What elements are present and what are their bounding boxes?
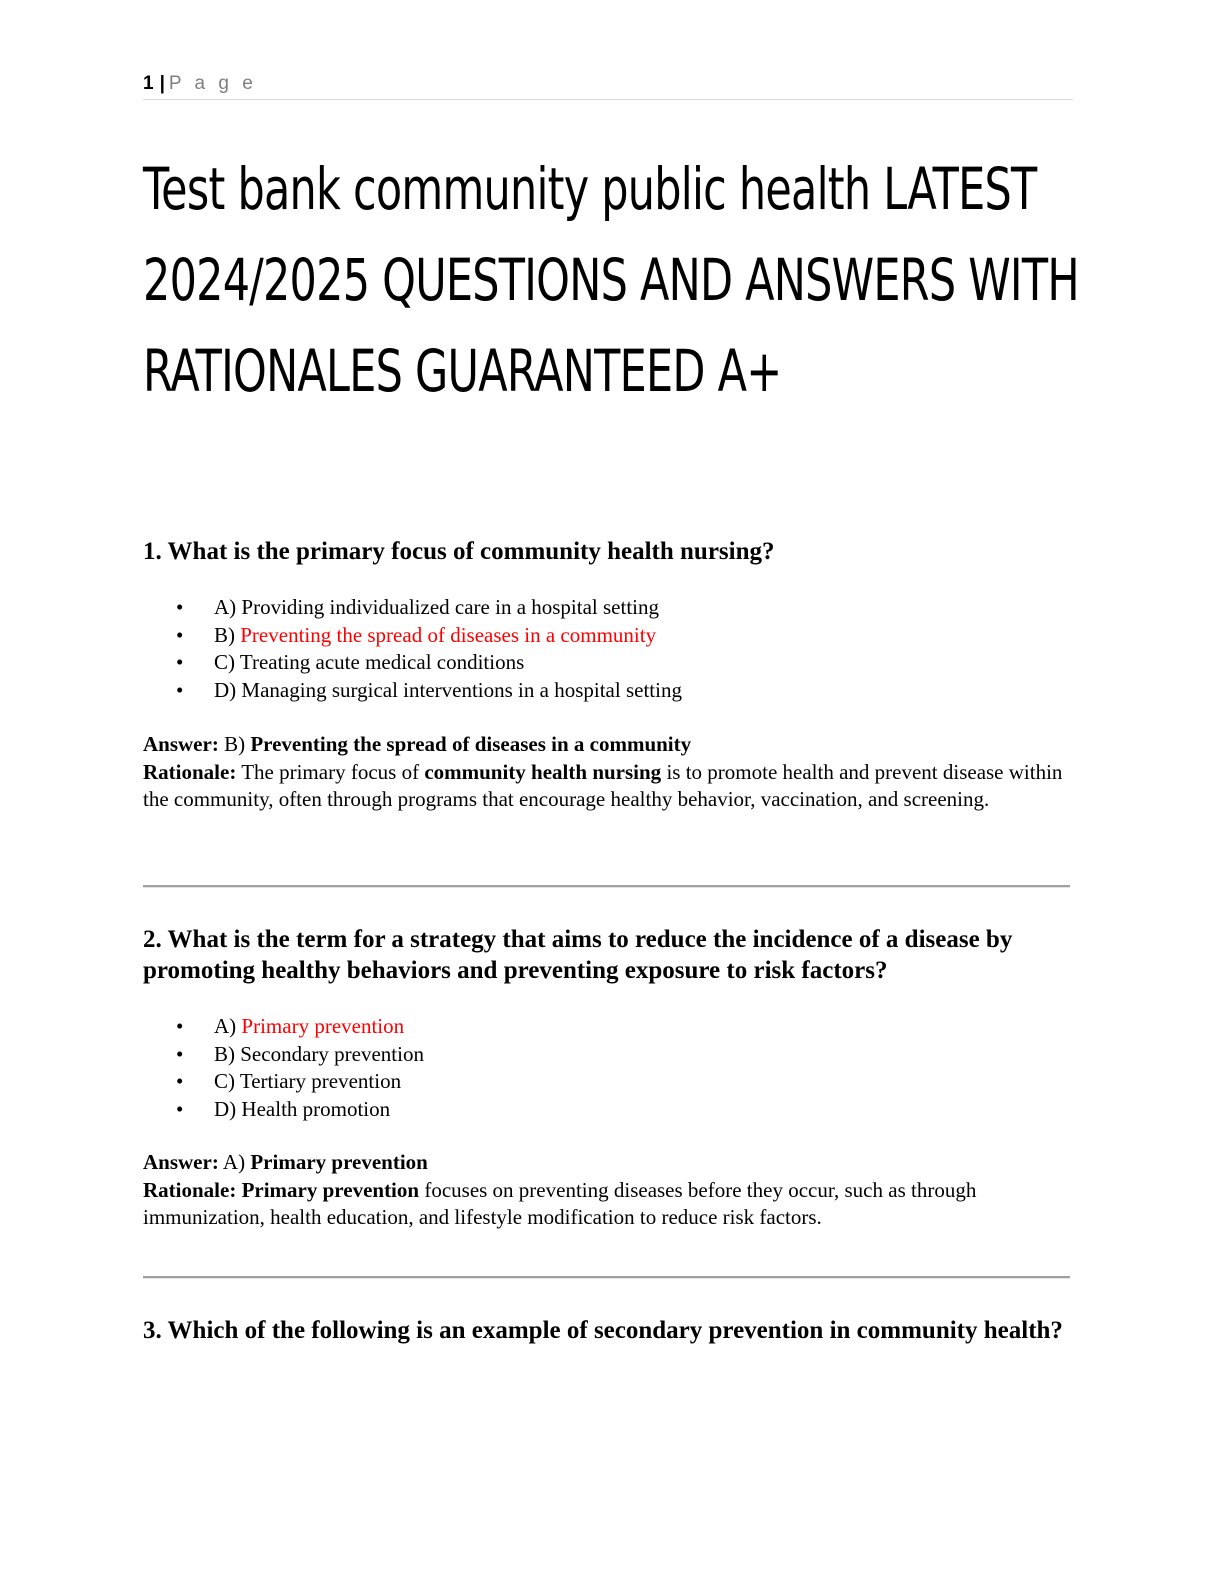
question-1-options — [143, 594, 1063, 704]
header-separator: | — [159, 73, 165, 94]
answer-letter: A) — [222, 1150, 246, 1174]
option-letter: B) — [214, 622, 235, 647]
bullet-icon: • — [176, 1096, 184, 1121]
option-c — [143, 649, 1063, 677]
rationale-label: Rationale: — [143, 1177, 237, 1202]
section-divider — [143, 885, 1070, 888]
page-header — [143, 72, 1073, 96]
option-letter: A) — [214, 1014, 237, 1038]
bullet-icon: • — [176, 1041, 184, 1066]
rationale — [143, 1177, 1073, 1232]
answer-line — [143, 731, 1073, 759]
option-c — [143, 1068, 1063, 1096]
option-letter: C) — [214, 1069, 235, 1093]
answer-line — [143, 1149, 1073, 1177]
option-text: Health promotion — [241, 1096, 391, 1121]
option-text: Treating acute medical conditions — [239, 650, 525, 674]
bullet-icon: • — [176, 650, 184, 674]
answer-label: Answer: — [143, 1150, 219, 1174]
rationale-text: is to promote health and prevent disease within the community, often through programs that encourage healthy behavior, vaccination, and screening. — [143, 759, 1063, 811]
bullet-icon: • — [176, 677, 184, 702]
question-1: 1. What is the primary focus of community health nursing? — [143, 538, 775, 565]
option-a — [143, 1013, 1063, 1041]
bullet-icon: • — [176, 595, 184, 619]
header-rule — [143, 99, 1073, 100]
bullet-icon: • — [176, 1069, 184, 1093]
option-text-correct: Preventing the spread of diseases in a community — [240, 622, 657, 647]
document-title: Test bank community public health LATEST 2024/2025 QUESTIONS AND ANSWERS WITH RATIONALES GUARANTEED A+ — [143, 155, 1079, 405]
question-2-options — [143, 1013, 1063, 1123]
option-text: Managing surgical interventions in a hospital setting — [241, 677, 682, 702]
question-2: 2. What is the term for a strategy that aims to reduce the incidence of a disease by promoting healthy behaviors and preventing exposure to risk factors? — [143, 926, 1013, 984]
page-number: 1 — [143, 73, 154, 94]
rationale-text: The primary focus of — [241, 759, 420, 784]
answer-letter: B) — [224, 732, 246, 756]
option-letter: B) — [214, 1041, 235, 1066]
answer-label: Answer: — [143, 732, 219, 756]
option-letter: A) — [214, 595, 237, 619]
rationale-text: focuses on preventing diseases before they occur, such as through immunization, health education, and lifestyle modification to reduce risk factors. — [143, 1177, 977, 1229]
bullet-icon: • — [176, 1014, 184, 1038]
option-a — [143, 594, 1063, 622]
option-text: Tertiary prevention — [239, 1069, 402, 1093]
option-letter: D) — [214, 677, 237, 702]
option-letter: C) — [214, 650, 235, 674]
answer-text: Preventing the spread of diseases in a community — [250, 732, 692, 756]
question-3: 3. Which of the following is an example of secondary prevention in community health? — [143, 1317, 1063, 1344]
rationale-emphasis: Primary prevention — [241, 1177, 420, 1202]
option-text-correct: Primary prevention — [241, 1014, 405, 1038]
page-label: P a g e — [168, 73, 257, 94]
option-text: Secondary prevention — [240, 1041, 424, 1066]
option-text: Providing individualized care in a hospital setting — [241, 595, 660, 619]
option-d — [143, 1096, 1063, 1124]
question-1-answer-block — [143, 731, 1073, 814]
bullet-icon: • — [176, 622, 184, 647]
rationale-emphasis: community health nursing — [424, 759, 662, 784]
rationale-label: Rationale: — [143, 759, 237, 784]
option-b — [143, 622, 1063, 650]
option-letter: D) — [214, 1096, 237, 1121]
option-d — [143, 677, 1063, 705]
rationale — [143, 759, 1073, 814]
option-b — [143, 1041, 1063, 1069]
answer-text: Primary prevention — [250, 1150, 428, 1174]
section-divider — [143, 1276, 1070, 1279]
question-2-answer-block — [143, 1149, 1073, 1232]
